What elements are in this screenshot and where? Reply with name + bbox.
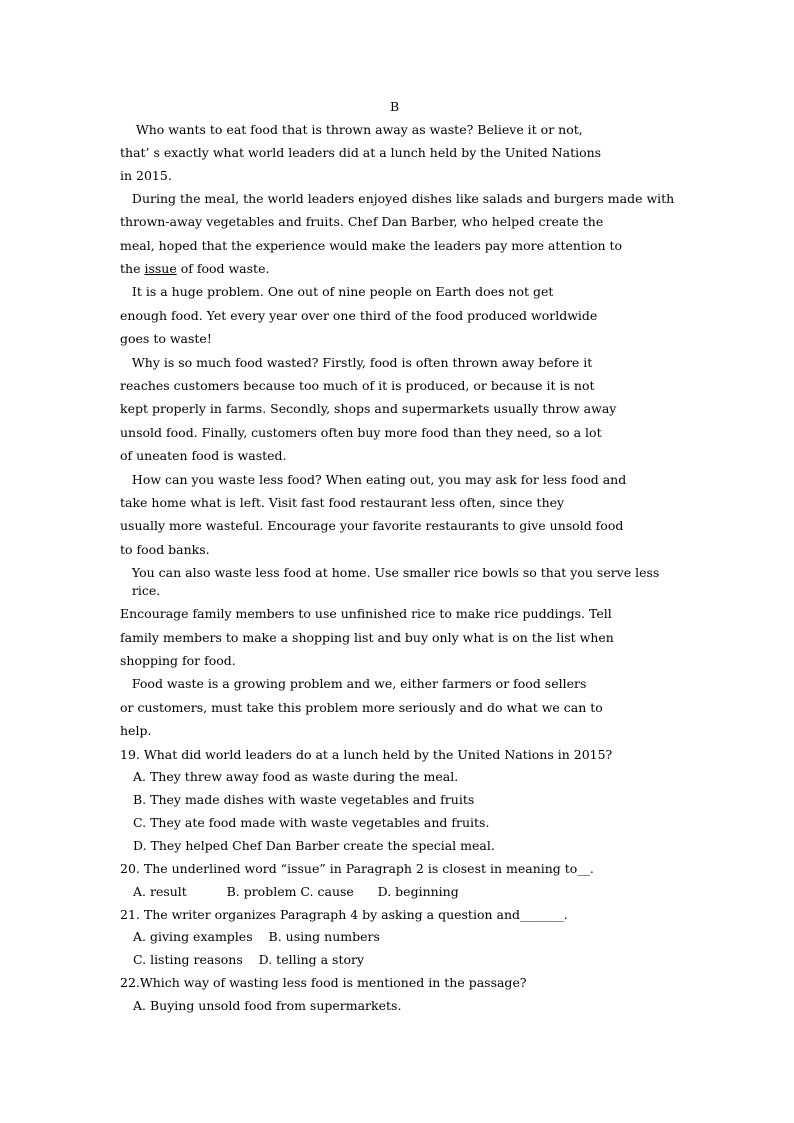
- passage-line: meal, hoped that the experience would make the leaders pay more attention to: [120, 238, 623, 253]
- passage-line: of uneaten food is wasted.: [120, 448, 287, 463]
- question-22-option-a: A. Buying unsold food from supermarkets.: [133, 998, 402, 1013]
- passage-line: rice.: [120, 583, 161, 598]
- passage-line: Food waste is a growing problem and we, either farmers or food sellers: [120, 676, 587, 691]
- passage-line: It is a huge problem. One out of nine people on Earth does not get: [120, 284, 554, 299]
- passage-line: Encourage family members to use unfinished rice to make rice puddings. Tell: [120, 606, 612, 621]
- issue-prefix: the: [120, 261, 145, 276]
- issue-suffix: of food waste.: [176, 261, 270, 276]
- underlined-word-issue: issue: [144, 261, 177, 276]
- passage-line: that’ s exactly what world leaders did at a lunch held by the United Nations: [120, 145, 602, 160]
- question-20-stem: 20. The underlined word “issue” in Paragraph 2 is closest in meaning to__.: [120, 861, 594, 876]
- passage-line: Who wants to eat food that is thrown away as waste? Believe it or not,: [120, 122, 583, 137]
- passage-line: or customers, must take this problem more seriously and do what we can to: [120, 700, 603, 715]
- passage-line: kept properly in farms. Secondly, shops and supermarkets usually throw away: [120, 401, 617, 416]
- passage-line: usually more wasteful. Encourage your favorite restaurants to give unsold food: [120, 518, 624, 533]
- question-20-options: A. result B. problem C. cause D. beginning: [133, 884, 459, 899]
- passage-line: reaches customers because too much of it is produced, or because it is not: [120, 378, 595, 393]
- question-19-option-a: A. They threw away food as waste during the meal.: [133, 769, 459, 784]
- passage-line: unsold food. Finally, customers often buy more food than they need, so a lot: [120, 425, 602, 440]
- question-21-options-row-2: C. listing reasons D. telling a story: [133, 952, 365, 967]
- question-19-stem: 19. What did world leaders do at a lunch held by the United Nations in 2015?: [120, 747, 613, 762]
- passage-line: Why is so much food wasted? Firstly, food is often thrown away before it: [120, 355, 593, 370]
- question-21-stem: 21. The writer organizes Paragraph 4 by asking a question and_______.: [120, 907, 568, 922]
- section-heading: B: [390, 99, 400, 114]
- passage-line: to food banks.: [120, 542, 210, 557]
- passage-line: You can also waste less food at home. Use smaller rice bowls so that you serve less: [120, 565, 660, 580]
- passage-line: help.: [120, 723, 152, 738]
- passage-line: During the meal, the world leaders enjoyed dishes like salads and burgers made with: [120, 191, 675, 206]
- passage-line: enough food. Yet every year over one third of the food produced worldwide: [120, 308, 598, 323]
- passage-line-issue: [120, 261, 269, 277]
- passage-line: thrown-away vegetables and fruits. Chef Dan Barber, who helped create the: [120, 214, 604, 229]
- question-19-option-d: D. They helped Chef Dan Barber create the special meal.: [133, 838, 495, 853]
- passage-line: family members to make a shopping list and buy only what is on the list when: [120, 630, 614, 645]
- question-21-options-row-1: A. giving examples B. using numbers: [133, 929, 380, 944]
- question-19-option-b: B. They made dishes with waste vegetables and fruits: [133, 792, 475, 807]
- question-19-option-c: C. They ate food made with waste vegetables and fruits.: [133, 815, 490, 830]
- question-22-stem: 22.Which way of wasting less food is mentioned in the passage?: [120, 975, 527, 990]
- passage-line: shopping for food.: [120, 653, 236, 668]
- passage-line: How can you waste less food? When eating out, you may ask for less food and: [120, 472, 627, 487]
- passage-line: goes to waste!: [120, 331, 212, 346]
- passage-line: in 2015.: [120, 168, 172, 183]
- passage-line: take home what is left. Visit fast food restaurant less often, since they: [120, 495, 565, 510]
